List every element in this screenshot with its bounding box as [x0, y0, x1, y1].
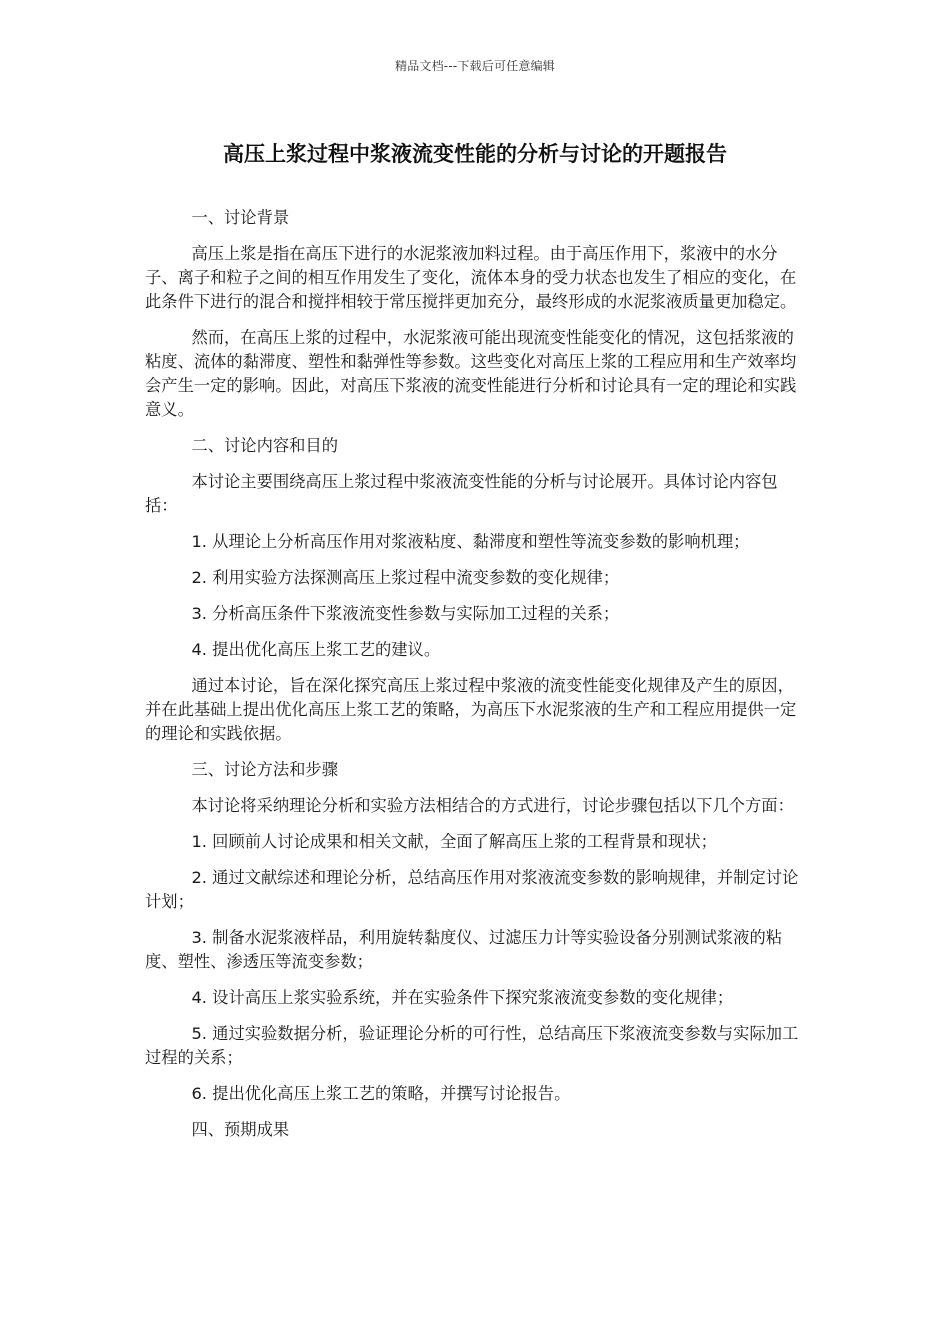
page-header: 精品文档---下载后可任意编辑	[395, 59, 555, 73]
section-heading-method: 三、讨论方法和步骤	[191, 760, 338, 779]
section-heading-expected-results: 四、预期成果	[191, 1120, 290, 1139]
list-item-content-1: 1. 从理论上分析高压作用对浆液粘度、黏滞度和塑性等流变参数的影响机理；	[191, 532, 750, 551]
list-item-step-3: 3. 制备水泥浆液样品，利用旋转黏度仪、过滤压力计等实验设备分别测试浆液的粘度、塑性、渗透压等流变参数；	[145, 928, 783, 971]
list-item-step-5: 5. 通过实验数据分析，验证理论分析的可行性，总结高压下浆液流变参数与实际加工过程的关系；	[145, 1024, 799, 1067]
paragraph-content-intro: 本讨论主要围绕高压上浆过程中浆液流变性能的分析与讨论展开。具体讨论内容包括：	[145, 472, 778, 515]
paragraph-background-1: 高压上浆是指在高压下进行的水泥浆液加料过程。由于高压作用下，浆液中的水分子、离子和粒子之间的相互作用发生了变化，流体本身的受力状态也发生了相应的变化，在此条件下进行的混合和搅拌相较于常压搅拌更加充分，最终形成的水泥浆液质量更加稳定。	[145, 244, 797, 311]
list-item-step-1: 1. 回顾前人讨论成果和相关文献，全面了解高压上浆的工程背景和现状；	[191, 832, 717, 851]
list-item-step-4: 4. 设计高压上浆实验系统，并在实验条件下探究浆液流变参数的变化规律；	[191, 988, 734, 1007]
paragraph-background-2: 然而，在高压上浆的过程中，水泥浆液可能出现流变性能变化的情况，这包括浆液的粘度、流体的黏滞度、塑性和黏弹性等参数。这些变化对高压上浆的工程应用和生产效率均会产生一定的影响。因此，对高压下浆液的流变性能进行分析和讨论具有一定的理论和实践意义。	[145, 328, 797, 419]
document-body	[145, 206, 805, 1154]
list-item-step-2: 2. 通过文献综述和理论分析，总结高压作用对浆液流变参数的影响规律，并制定讨论计划；	[145, 868, 799, 911]
document-title: 高压上浆过程中浆液流变性能的分析与讨论的开题报告	[223, 142, 727, 166]
list-item-content-2: 2. 利用实验方法探测高压上浆过程中流变参数的变化规律；	[191, 568, 620, 587]
section-heading-content-purpose: 二、讨论内容和目的	[191, 436, 338, 455]
list-item-content-4: 4. 提出优化高压上浆工艺的建议。	[191, 640, 441, 659]
paragraph-method-intro: 本讨论将采纳理论分析和实验方法相结合的方式进行，讨论步骤包括以下几个方面：	[191, 796, 794, 815]
list-item-step-6: 6. 提出优化高压上浆工艺的策略，并撰写讨论报告。	[191, 1084, 571, 1103]
section-heading-background: 一、讨论背景	[191, 208, 290, 227]
list-item-content-3: 3. 分析高压条件下浆液流变性参数与实际加工过程的关系；	[191, 604, 620, 623]
paragraph-purpose: 通过本讨论，旨在深化探究高压上浆过程中浆液的流变性能变化规律及产生的原因，并在此基础上提出优化高压上浆工艺的策略，为高压下水泥浆液的生产和工程应用提供一定的理论和实践依据。	[145, 676, 797, 743]
